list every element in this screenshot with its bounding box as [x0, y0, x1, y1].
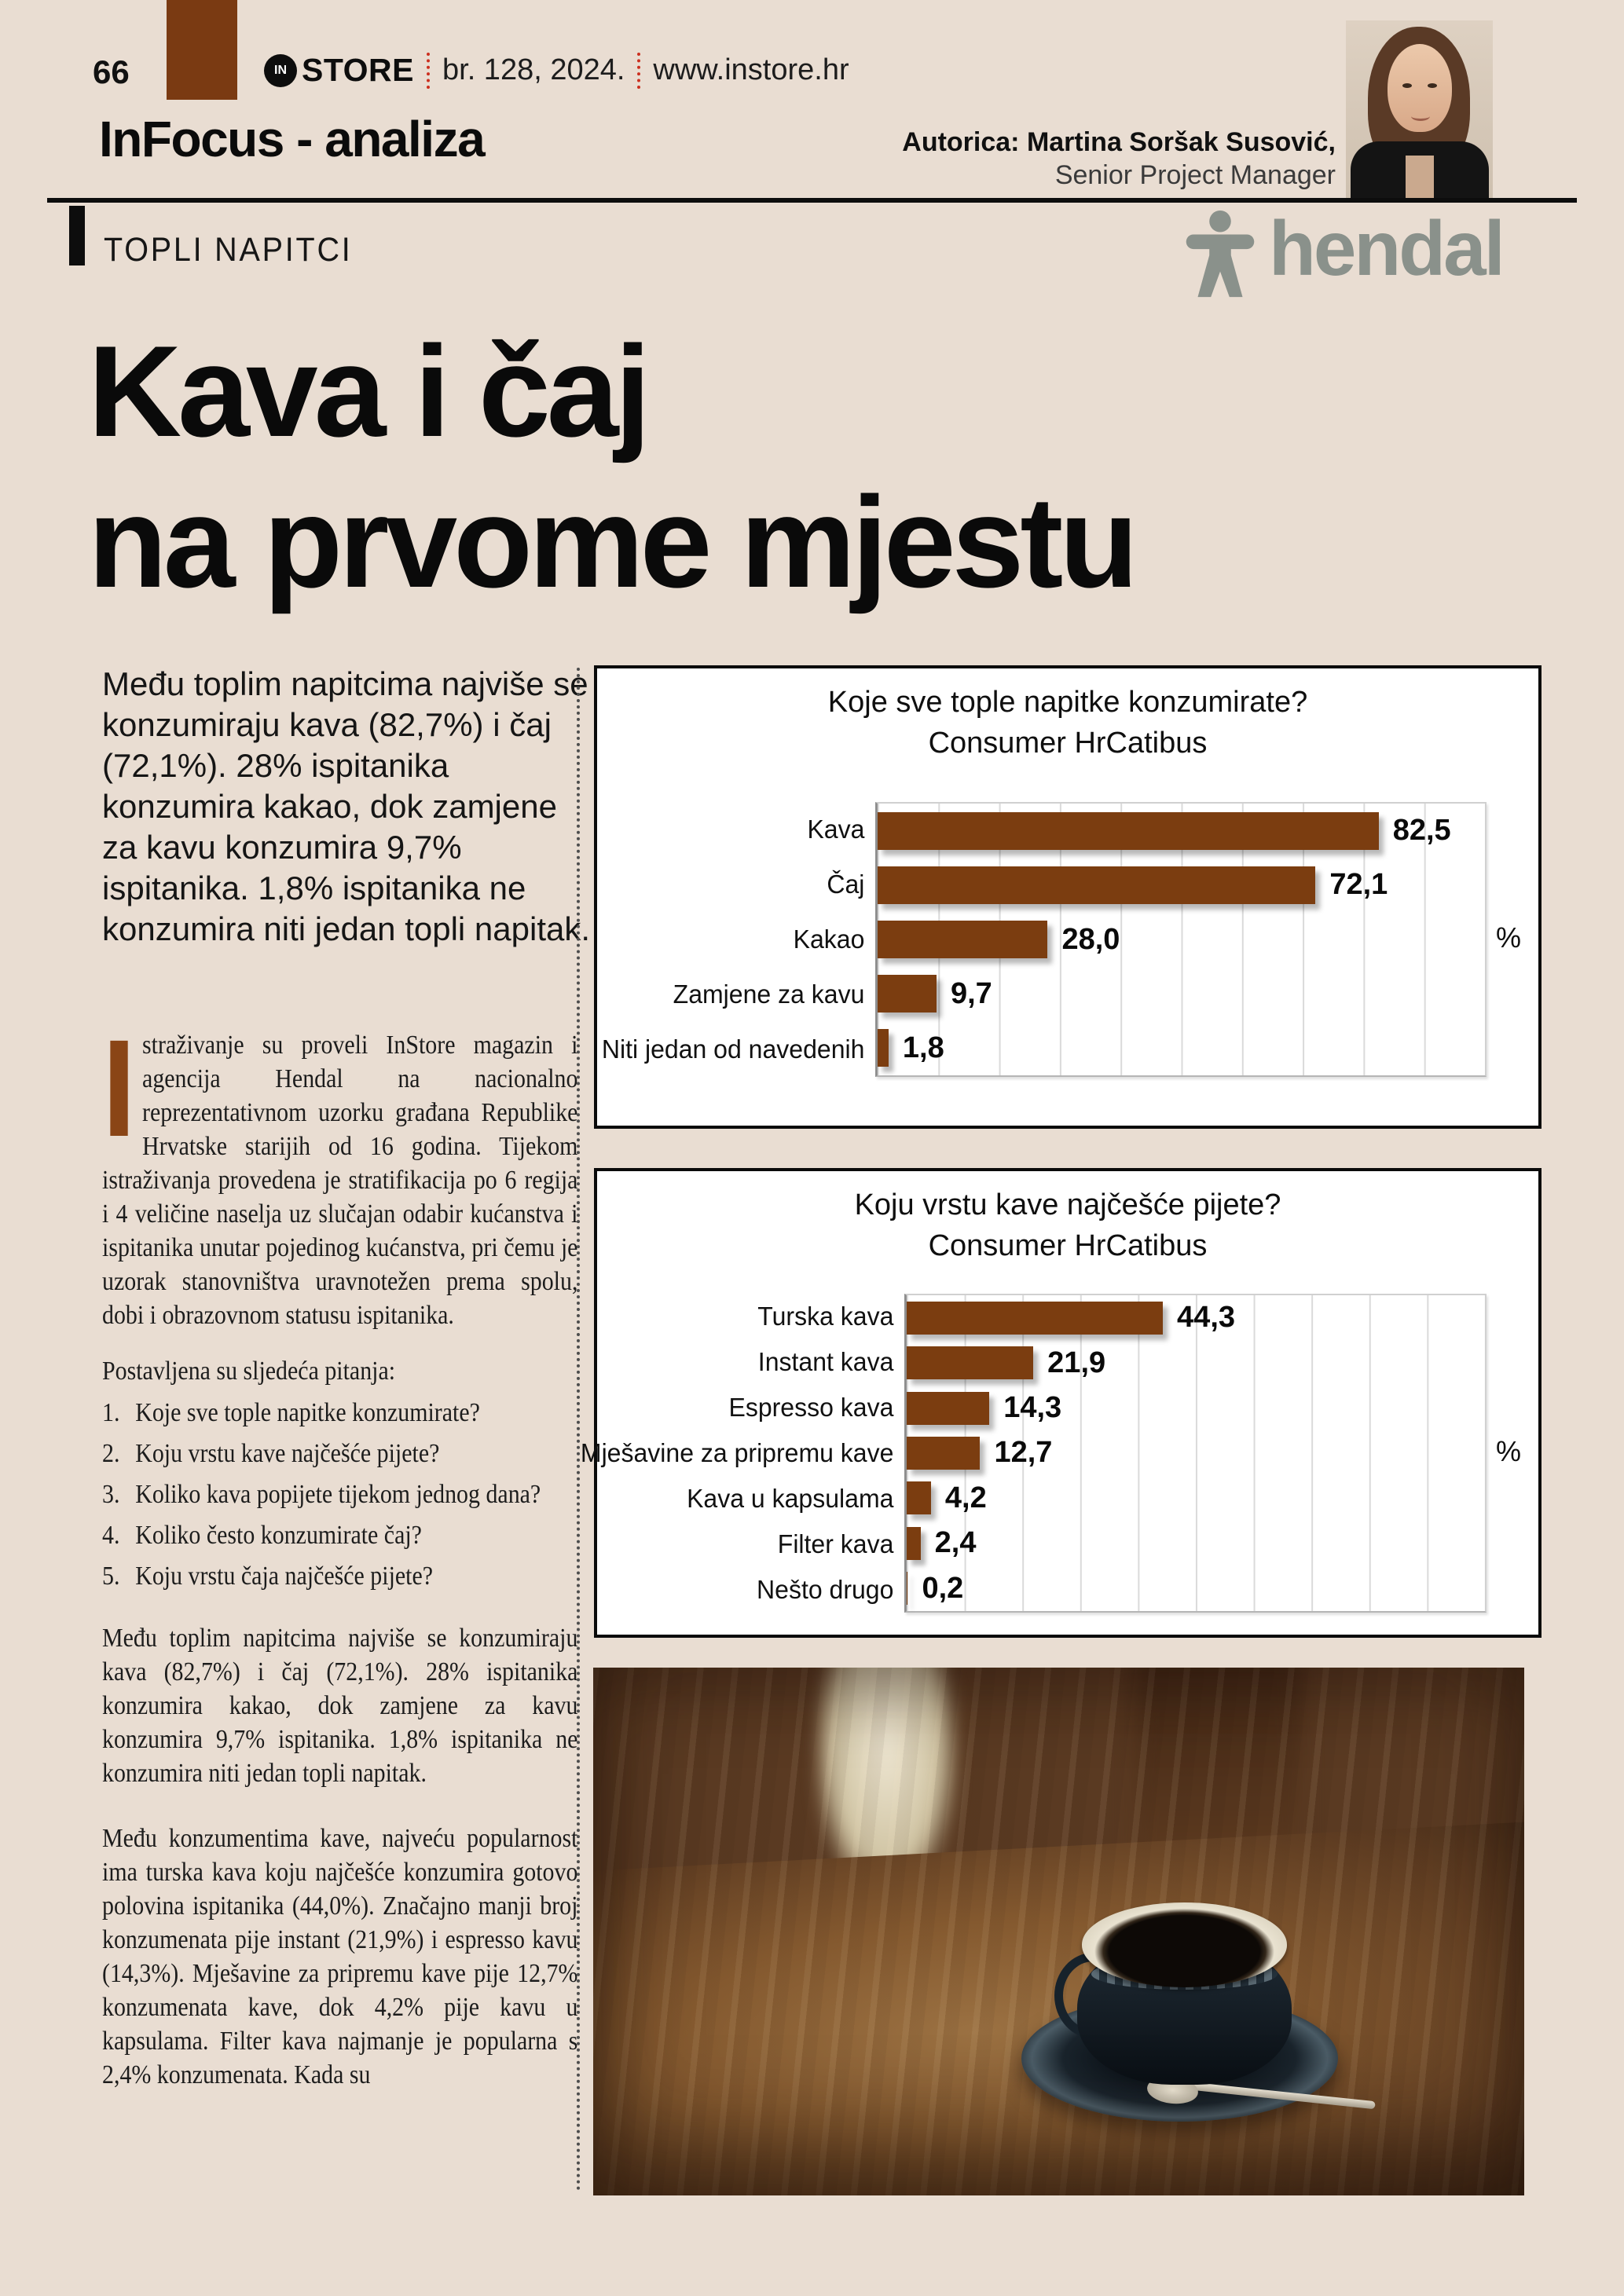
author-title: Senior Project Manager [1054, 160, 1336, 190]
question-item [102, 1437, 577, 1470]
chart-category-label: Filter kava [777, 1529, 894, 1558]
question-text: Koje sve tople napitke konzumirate? [135, 1398, 480, 1427]
headline-line2: na prvome mjestu [88, 470, 1135, 614]
chart-category-label: Turska kava [757, 1302, 894, 1331]
chart-category-axis [601, 802, 875, 1077]
chart-hot-drinks [594, 665, 1542, 1129]
chart-category-axis [580, 1294, 904, 1613]
chart-subtitle: Consumer HrCatibus [928, 727, 1208, 760]
chart-value-label: 12,7 [994, 1436, 1053, 1470]
header-rule [47, 198, 1577, 203]
chart-bar [878, 921, 1047, 958]
chart-value-label: 72,1 [1329, 868, 1388, 902]
chart-bar [878, 812, 1379, 850]
masthead [264, 52, 849, 89]
chart-value-label: 1,8 [902, 1031, 944, 1064]
author-credit [817, 126, 1336, 192]
chart-bar [907, 1527, 921, 1560]
questions-list [102, 1396, 577, 1593]
question-item [102, 1518, 577, 1552]
chart-value-label: 9,7 [950, 976, 992, 1010]
article-headline [88, 316, 1135, 617]
drop-cap: I [102, 1012, 137, 1166]
masthead-divider-icon [637, 53, 640, 89]
chart-value-label: 28,0 [1061, 922, 1120, 956]
question-item [102, 1478, 577, 1511]
body-paragraph-2: Među toplim napitcima najviše se konzumiraju kava (82,7%) i čaj (72,1%). 28% ispitanika konzumira kakao, dok zamjene za kavu konzumira 9,7% ispitanika. 1,8% ispitanika ne konzumira niti jedan topli napitak. [102, 1624, 578, 1788]
chart-subtitle: Consumer HrCatibus [928, 1229, 1208, 1262]
page-number: 66 [93, 53, 130, 90]
body-paragraph-1-text: straživanje su proveli InStore magazin i agencija Hendal na nacionalno reprezentativnom uzorku građana Republike Hrvatske starijih od 16 godina. Tijekom istraživanja provedena je stratifikacija po 6 regija i 4 veličine naselja uz slučajan odabir kućanstva i ispitanika unutar pojedinog kućanstva, pri čemu je uzorak stanovništva uravnotežen prema spolu, dobi i obrazovnom statusu ispitanika. [102, 1031, 578, 1330]
portrait-eye [1428, 83, 1437, 88]
article-photo-coffee-cups [593, 1668, 1524, 2195]
chart-category-label: Niti jedan od navedenih [601, 1034, 865, 1064]
chart-title: Koju vrstu kave najčešće pijete? [854, 1188, 1281, 1221]
chart-plot [601, 802, 1487, 1077]
chart-bar [907, 1346, 1033, 1379]
body-paragraph-1 [102, 1012, 578, 1332]
body-paragraph-3: Među konzumentima kave, najveću popularnost ima turska kava koju najčešće konzumira gotovo polovina ispitanika (44,0%). Značajno manji broj konzumenata pije instant (21,9%) i espresso kavu (14,3%). Mješavine za pripremu kave pije 12,7% konzumenata kave, dok 4,2% pije kavu u kapsulama. Filter kava najmanje je popularna s 2,4% konzumenata. Kada su [102, 1824, 578, 2089]
chart-bars-area [875, 802, 1487, 1077]
photo-vignette [593, 1668, 1524, 2195]
question-item [102, 1396, 577, 1430]
section-kicker: TOPLI NAPITCI [104, 231, 353, 269]
portrait-blouse [1406, 156, 1434, 200]
chart-bar-row [907, 1340, 1485, 1385]
chart-bar-row [878, 858, 1485, 912]
question-number: 5. [102, 1562, 120, 1591]
questions-block [102, 1354, 577, 1593]
question-number: 1. [102, 1398, 120, 1427]
question-text: Koju vrstu čaja najčešće pijete? [135, 1562, 434, 1591]
instore-logo-text: STORE [302, 52, 414, 88]
chart-bar-row [907, 1476, 1485, 1521]
chart-bar-row [907, 1295, 1485, 1340]
chart-category-label: Mješavine za pripremu kave [580, 1438, 894, 1467]
questions-heading: Postavljena su sljedeća pitanja: [102, 1357, 396, 1386]
chart-bar [907, 1392, 989, 1425]
instore-in-logo-icon: IN [264, 54, 297, 87]
chart-category-label: Zamjene za kavu [673, 980, 865, 1009]
chart-value-label: 82,5 [1392, 814, 1451, 848]
issue-number: br. 128, 2024. [442, 53, 625, 86]
rubric-title: InFocus - analiza [99, 111, 485, 167]
chart-value-label: 14,3 [1003, 1391, 1062, 1425]
chart-category-label: Instant kava [757, 1347, 894, 1376]
chart-value-label: 21,9 [1047, 1346, 1106, 1379]
chart-value-label: 0,2 [922, 1571, 964, 1605]
chart-bar [907, 1437, 980, 1470]
question-number: 4. [102, 1521, 120, 1550]
chart-unit-label: % [1495, 921, 1521, 954]
chart-value-label: 4,2 [944, 1481, 987, 1514]
portrait-eye [1402, 83, 1412, 88]
chart-bar-row [907, 1430, 1485, 1475]
article-lead: Među toplim napitcima najviše se konzumiraju kava (82,7%) i čaj (72,1%). 28% ispitanika konzumira kakao, dok zamjene za kavu konzumira 9,7% ispitanika. 1,8% ispitanika ne konzumira niti jedan topli napitak. [102, 665, 591, 947]
question-number: 3. [102, 1480, 120, 1509]
masthead-brown-block [167, 0, 237, 100]
chart-category-label: Kakao [793, 925, 865, 954]
chart-bar [907, 1302, 1163, 1335]
chart-bar-row [878, 804, 1485, 858]
author-name: Autorica: Martina Soršak Susović, [902, 127, 1336, 157]
chart-category-label: Čaj [827, 870, 865, 899]
chart-bar-row [878, 967, 1485, 1021]
chart-value-label: 2,4 [934, 1526, 977, 1560]
hendal-person-icon [1182, 209, 1258, 302]
chart-value-label: 44,3 [1177, 1301, 1236, 1335]
masthead-divider-icon [427, 53, 430, 89]
chart-bar [878, 1029, 889, 1067]
question-item [102, 1559, 577, 1593]
chart-bar-row [907, 1521, 1485, 1565]
question-text: Koju vrstu kave najčešće pijete? [135, 1439, 440, 1468]
kicker-bar [69, 206, 85, 265]
chart-category-label: Kava u kapsulama [687, 1484, 894, 1513]
chart-bar-row [907, 1566, 1485, 1611]
chart-plot [580, 1294, 1487, 1613]
chart-bars-area [904, 1294, 1487, 1613]
website-link[interactable]: www.instore.hr [653, 53, 849, 86]
chart-bar-row [907, 1386, 1485, 1430]
hendal-logo [1182, 205, 1503, 302]
chart-bar [878, 866, 1315, 904]
column-divider [577, 668, 580, 2192]
headline-line1: Kava i čaj [88, 319, 647, 463]
chart-category-label: Nešto drugo [757, 1575, 894, 1604]
chart-bar-row [878, 912, 1485, 966]
hendal-logo-text: hendal [1269, 205, 1503, 291]
chart-bar [878, 975, 937, 1013]
question-text: Koliko kava popijete tijekom jednog dana? [135, 1480, 541, 1509]
author-portrait [1346, 20, 1493, 200]
chart-category-label: Kava [807, 815, 865, 844]
question-text: Koliko često konzumirate čaj? [135, 1521, 422, 1550]
chart-category-label: Espresso kava [728, 1393, 894, 1422]
chart-bar [907, 1481, 931, 1514]
portrait-smile [1411, 112, 1430, 121]
chart-unit-label: % [1495, 1435, 1521, 1467]
chart-title: Koje sve tople napitke konzumirate? [827, 686, 1308, 719]
chart-bar-row [878, 1021, 1485, 1075]
question-number: 2. [102, 1439, 120, 1468]
chart-coffee-types [580, 1168, 1542, 1638]
article-left-column [102, 664, 652, 2092]
